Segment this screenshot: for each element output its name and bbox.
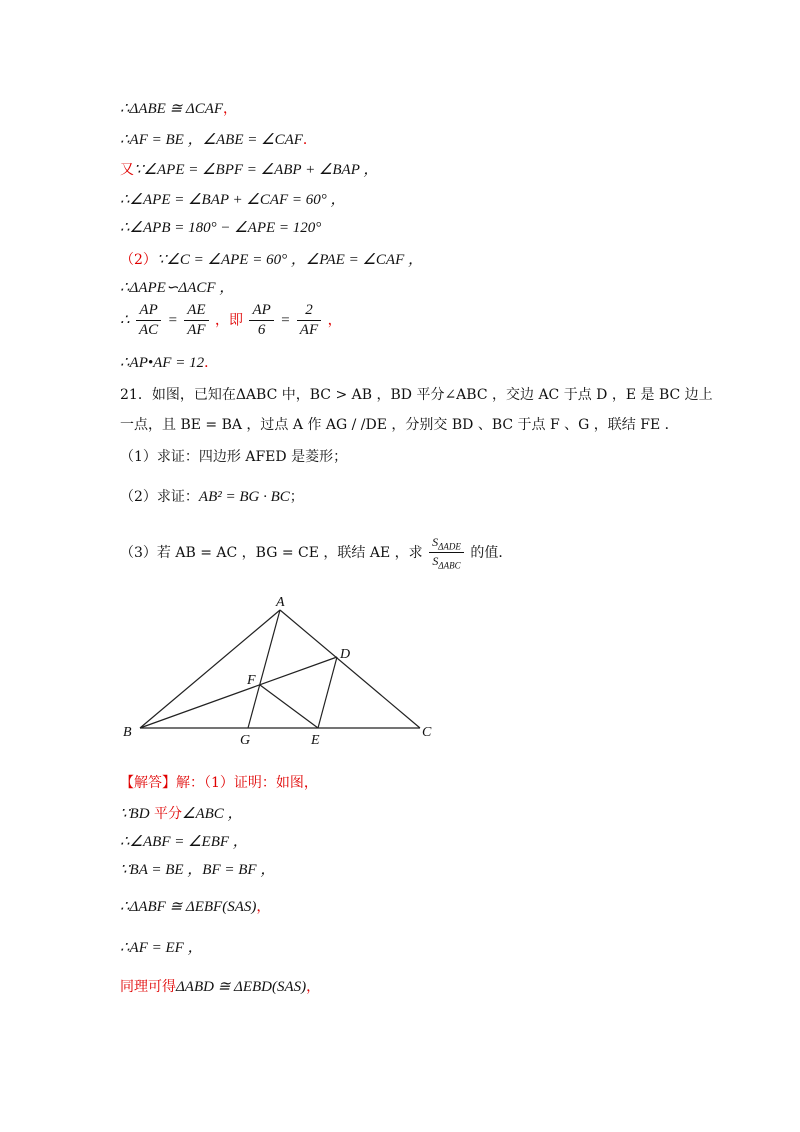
numerator: AE <box>184 302 208 321</box>
proof-line-9 <box>120 352 218 372</box>
denominator: AF <box>299 322 319 338</box>
proof-line-7 <box>120 276 234 297</box>
label-e: E <box>311 733 320 748</box>
solution-header <box>120 772 318 792</box>
math-expr: ∴AF = EF ， <box>120 940 203 956</box>
solution-header-text: 【解答】解：（1）证明：如图， <box>120 775 318 791</box>
denominator: 6 <box>257 322 266 338</box>
punct: ， <box>306 979 321 995</box>
punct: ． <box>204 355 219 371</box>
geometry-figure <box>115 590 445 750</box>
numerator: AP <box>136 302 161 321</box>
proof-line-2 <box>120 128 317 149</box>
proof-line-4 <box>120 188 346 209</box>
segment-de <box>318 657 337 728</box>
fraction-ap-ac <box>136 302 161 339</box>
math-expr: ∠ABC ， <box>182 806 243 822</box>
punct: ， <box>327 312 342 329</box>
punct: ， <box>223 101 238 117</box>
fraction-ae-af <box>184 302 208 339</box>
label-f: F <box>247 673 256 688</box>
part-1-text: （1）求证：四边形 AFED 是菱形； <box>120 449 348 465</box>
question-line-2 <box>120 414 679 434</box>
segment-bd <box>140 657 337 728</box>
math-expr: ∴AP•AF = 12 <box>120 355 205 371</box>
math-expr: ∴∠ABF = ∠EBF ， <box>120 834 248 850</box>
ji-word: ，即 <box>214 312 243 329</box>
math-expr: AB² = BG · BC <box>198 489 290 505</box>
subscript: ΔABC <box>438 560 461 571</box>
therefore: ∴ <box>120 312 130 329</box>
label-b: B <box>123 725 132 740</box>
question-part-2 <box>120 486 304 506</box>
math-expr: ∴ΔABE ≅ ΔCAF <box>120 101 224 117</box>
question-text: 21．如图，已知在ΔABC 中，BC > AB ，BD 平分∠ABC ，交边 AC 于点 D ，E 是 BC 边上 <box>120 387 713 403</box>
area-ratio-fraction <box>429 535 464 571</box>
s-symbol: S <box>432 554 439 569</box>
math-expr: ∴ΔABF ≅ ΔEBF(SAS) <box>120 899 257 915</box>
punct: ， <box>256 899 271 915</box>
solution-line-2 <box>120 830 248 851</box>
s-symbol: S <box>432 535 439 549</box>
proof-line-1 <box>120 98 237 118</box>
denominator: AF <box>187 322 206 338</box>
question-text: 一点，且 BE = BA ，过点 A 作 AG / /DE ，分别交 BD 、BC 于点 F 、G ，联结 FE ． <box>120 417 679 433</box>
solution-line-6 <box>120 976 320 996</box>
part-label: （2） <box>120 252 157 268</box>
numerator: 2 <box>297 302 321 321</box>
denominator <box>429 553 464 570</box>
part-2-label: （2）求证： <box>120 489 199 505</box>
part-3-text: （3）若 AB = AC ，BG = CE ，联结 AE ，求 <box>120 544 423 561</box>
fraction-2-af <box>297 302 321 339</box>
numerator: AP <box>249 302 273 321</box>
solution-line-5 <box>120 936 203 957</box>
label-c: C <box>422 725 432 740</box>
solution-line-3 <box>120 858 275 879</box>
denominator: AC <box>139 322 159 338</box>
math-expr: ∴∠APB = 180° − ∠APE = 120° <box>120 220 322 236</box>
you-word: 又 <box>120 162 134 178</box>
question-part-3 <box>120 535 512 571</box>
similarly-word: 同理可得 <box>120 979 176 995</box>
math-expr: ∵∠C = ∠APE = 60° ，∠PAE = ∠CAF ， <box>156 252 423 268</box>
solution-line-4 <box>120 896 270 916</box>
proof-line-3 <box>120 158 378 179</box>
punct: ． <box>302 132 317 148</box>
subscript: ΔADE <box>438 541 461 552</box>
math-expr: ∴AF = BE ，∠ABE = ∠CAF <box>120 132 303 148</box>
equals: = <box>167 312 178 329</box>
proof-line-6 <box>120 248 423 269</box>
numerator <box>429 535 464 553</box>
segment-ab <box>140 610 280 728</box>
math-expr: ΔABD ≅ ΔEBD(SAS) <box>176 979 307 995</box>
label-d: D <box>340 647 351 662</box>
math-expr: ∵∠APE = ∠BPF = ∠ABP + ∠BAP ， <box>134 162 379 178</box>
math-expr: ∵BA = BE ，BF = BF ， <box>120 862 276 878</box>
bisect-word: 平分 <box>154 806 182 822</box>
segment-fe <box>260 685 318 728</box>
question-line-1 <box>120 384 713 404</box>
math-expr: ∴ΔAPE∽ΔACF ， <box>120 280 235 296</box>
label-a: A <box>276 595 285 610</box>
label-g: G <box>240 733 251 748</box>
solution-line-1 <box>120 802 243 823</box>
proof-line-5 <box>120 218 321 237</box>
question-part-1 <box>120 446 347 466</box>
math-expr: ∴∠APE = ∠BAP + ∠CAF = 60° ， <box>120 192 346 208</box>
part-3-end: 的值． <box>470 544 513 561</box>
segment-ag <box>248 610 280 728</box>
segment-ac <box>280 610 420 728</box>
proof-line-8 <box>120 302 342 339</box>
fraction-ap-6 <box>249 302 273 339</box>
math-expr: ∵BD <box>120 806 150 822</box>
equals: = <box>280 312 291 329</box>
punct: ； <box>289 489 304 505</box>
